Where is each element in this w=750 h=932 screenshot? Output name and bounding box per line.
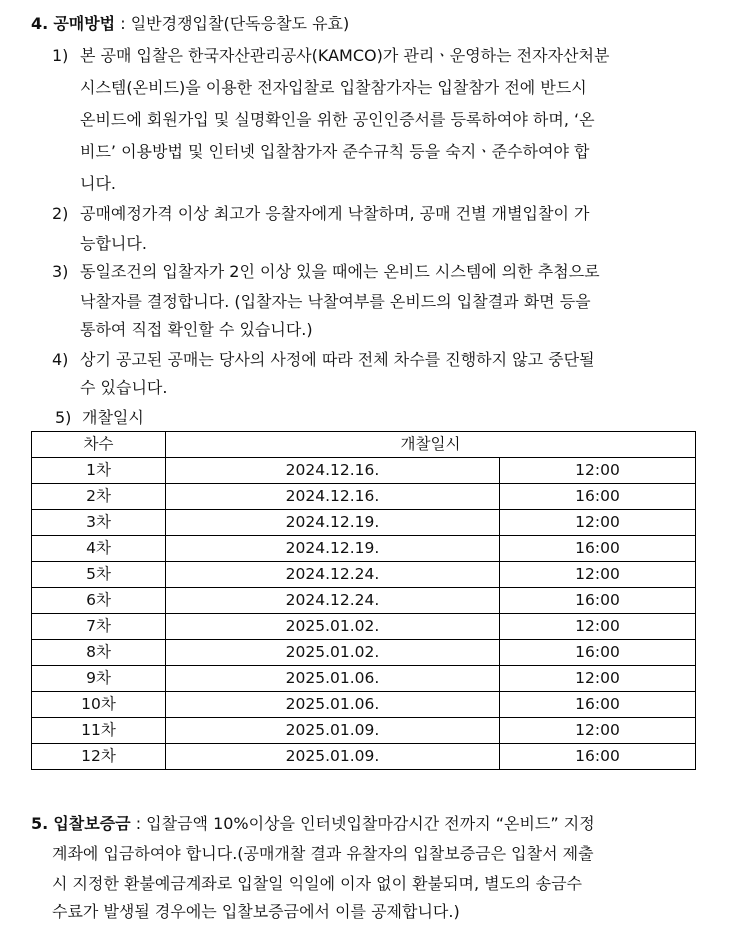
- section4-number: 4.: [31, 14, 49, 33]
- cell-date: 2025.01.09.: [166, 744, 500, 770]
- header-round: 차수: [32, 432, 166, 458]
- table-row: [32, 536, 696, 562]
- item1-line3: 온비드에 회원가입 및 실명확인을 위한 공인인증서를 등록하여야 하며, ‘온: [80, 110, 595, 129]
- item1-line4: 비드’ 이용방법 및 인터넷 입찰참가자 준수규칙 등을 숙지ㆍ준수하여야 합: [80, 142, 590, 161]
- table-row: [32, 458, 696, 484]
- item3-line3: 통하여 직접 확인할 수 있습니다.): [80, 320, 313, 339]
- cell-round: 8차: [32, 640, 166, 666]
- cell-date: 2024.12.16.: [166, 484, 500, 510]
- cell-round: 4차: [32, 536, 166, 562]
- cell-date: 2025.01.02.: [166, 614, 500, 640]
- cell-time: 12:00: [500, 718, 696, 744]
- cell-time: 12:00: [500, 614, 696, 640]
- table-row: [32, 744, 696, 770]
- cell-date: 2025.01.02.: [166, 640, 500, 666]
- cell-round: 2차: [32, 484, 166, 510]
- cell-round: 11차: [32, 718, 166, 744]
- cell-time: 12:00: [500, 562, 696, 588]
- section4-colon: :: [120, 14, 126, 33]
- item2-line2: 능합니다.: [80, 234, 147, 253]
- section5-line1: [31, 814, 721, 834]
- table-row: [32, 484, 696, 510]
- cell-time: 12:00: [500, 666, 696, 692]
- item1-line1: [80, 46, 720, 66]
- bid-schedule-table: [31, 431, 696, 770]
- item3-line2: 낙찰자를 결정합니다. (입찰자는 낙찰여부를 온비드의 입찰결과 화면 등을: [80, 292, 591, 311]
- section5-line3: 시 지정한 환불예금계좌로 입찰일 익일에 이자 없이 환불되며, 별도의 송금수: [52, 874, 582, 893]
- item5-line1: 개찰일시: [82, 408, 144, 427]
- section5-line1-text: : 입찰금액 10%이상을 인터넷입찰마감시간 전까지 “온비드” 지정: [135, 814, 595, 833]
- section5-line4: 수료가 발생될 경우에는 입찰보증금에서 이를 공제합니다.): [52, 902, 460, 921]
- cell-round: 6차: [32, 588, 166, 614]
- cell-round: 9차: [32, 666, 166, 692]
- section5-number: 5.: [31, 814, 49, 833]
- item4-line2: 수 있습니다.: [80, 378, 168, 397]
- item2-line1: 공매예정가격 이상 최고가 응찰자에게 낙찰하며, 공매 건별 개별입찰이 가: [80, 204, 590, 223]
- cell-time: 16:00: [500, 536, 696, 562]
- cell-round: 7차: [32, 614, 166, 640]
- section4-title: 공매방법: [53, 14, 116, 33]
- cell-date: 2025.01.06.: [166, 692, 500, 718]
- table-row: [32, 718, 696, 744]
- table-row: [32, 510, 696, 536]
- section5-line2: 계좌에 입금하여야 합니다.(공매개찰 결과 유찰자의 입찰보증금은 입찰서 제출: [52, 844, 594, 863]
- section4-heading: [31, 14, 349, 34]
- item3-line1: 동일조건의 입찰자가 2인 이상 있을 때에는 온비드 시스템에 의한 추첨으로: [80, 262, 600, 281]
- cell-date: 2024.12.16.: [166, 458, 500, 484]
- cell-time: 16:00: [500, 588, 696, 614]
- header-datetime: 개찰일시: [166, 432, 696, 458]
- cell-date: 2024.12.19.: [166, 536, 500, 562]
- table-row: [32, 614, 696, 640]
- section4-method: 일반경쟁입찰(단독응찰도 유효): [130, 14, 350, 33]
- table-row: [32, 640, 696, 666]
- table-row: [32, 562, 696, 588]
- cell-date: 2025.01.06.: [166, 666, 500, 692]
- cell-round: 1차: [32, 458, 166, 484]
- item1-number: 1): [52, 46, 69, 65]
- item1-line2: 시스템(온비드)을 이용한 전자입찰로 입찰참가자는 입찰참가 전에 반드시: [80, 78, 587, 97]
- table-row: [32, 692, 696, 718]
- item3-number: 3): [52, 262, 69, 281]
- cell-time: 16:00: [500, 744, 696, 770]
- item1-line1-text: 본 공매 입찰은 한국자산관리공사(KAMCO)가 관리ㆍ운영하는 전자자산처분: [80, 46, 610, 65]
- item1-line5: 니다.: [80, 174, 116, 193]
- item4-number: 4): [52, 350, 69, 369]
- cell-round: 12차: [32, 744, 166, 770]
- table-header-row: [32, 432, 696, 458]
- item4-line1: 상기 공고된 공매는 당사의 사정에 따라 전체 차수를 진행하지 않고 중단될: [80, 350, 595, 369]
- cell-date: 2024.12.24.: [166, 562, 500, 588]
- table-row: [32, 666, 696, 692]
- cell-time: 16:00: [500, 484, 696, 510]
- cell-date: 2024.12.19.: [166, 510, 500, 536]
- cell-date: 2025.01.09.: [166, 718, 500, 744]
- cell-round: 5차: [32, 562, 166, 588]
- item5-number: 5): [55, 408, 72, 427]
- cell-round: 10차: [32, 692, 166, 718]
- cell-date: 2024.12.24.: [166, 588, 500, 614]
- cell-time: 16:00: [500, 640, 696, 666]
- cell-time: 12:00: [500, 458, 696, 484]
- cell-round: 3차: [32, 510, 166, 536]
- item2-number: 2): [52, 204, 69, 223]
- table-row: [32, 588, 696, 614]
- section5-title: 입찰보증금: [53, 814, 131, 833]
- cell-time: 12:00: [500, 510, 696, 536]
- cell-time: 16:00: [500, 692, 696, 718]
